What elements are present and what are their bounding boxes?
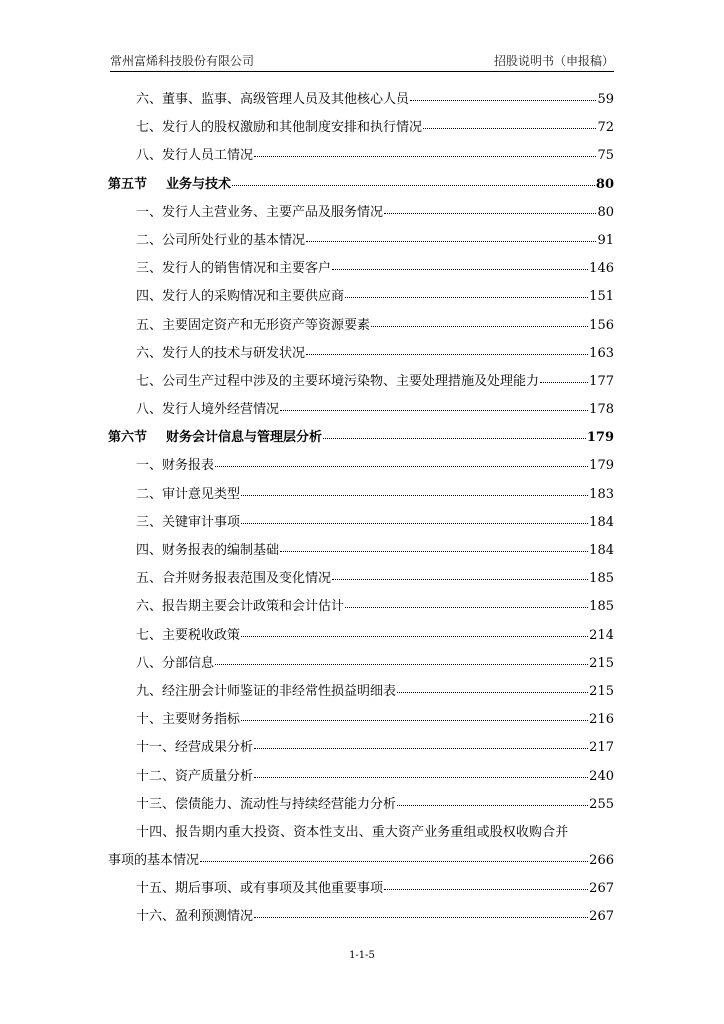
toc-entry-label: 四、发行人的采购情况和主要供应商 [136, 289, 345, 305]
toc-entry-label: 三、关键审计事项 [136, 514, 241, 530]
toc-entry-row [108, 452, 614, 480]
toc-entry-label-continued: 事项的基本情况 [108, 853, 200, 869]
toc-page-number: 240 [589, 768, 614, 784]
dot-leader [384, 881, 588, 890]
dot-leader [345, 289, 588, 298]
toc-entry-label: 十二、资产质量分析 [136, 768, 254, 784]
dot-leader [241, 515, 588, 524]
toc-entry-label: 一、发行人主营业务、主要产品及服务情况 [136, 204, 384, 220]
toc-entry-label: 七、主要税收政策 [136, 627, 241, 643]
dot-leader [254, 740, 588, 749]
toc-page-number: 185 [589, 571, 614, 587]
dot-leader [423, 120, 596, 129]
toc-entry-row [108, 114, 614, 142]
dot-leader [371, 318, 588, 327]
toc-entry-label: 五、合并财务报表范围及变化情况 [136, 571, 332, 587]
toc-entry-label: 四、财务报表的编制基础 [136, 543, 280, 558]
toc-entry-row [108, 903, 614, 931]
toc-page-number: 255 [589, 796, 614, 812]
toc-entry-row [108, 622, 614, 650]
dot-leader [200, 853, 588, 862]
dot-leader [332, 261, 588, 270]
toc-page-number: 185 [589, 599, 614, 615]
dot-leader [323, 430, 586, 439]
toc-page-number: 75 [597, 148, 614, 164]
toc-entry-row [108, 819, 614, 847]
toc-page-number: 178 [589, 402, 614, 418]
toc-entry-row [108, 396, 614, 424]
dot-leader [241, 487, 588, 496]
toc-entry-row [108, 875, 614, 903]
toc-section-label [108, 424, 322, 452]
toc-entry-row [108, 537, 614, 565]
toc-entry-label: 六、董事、监事、高级管理人员及其他核心人员 [136, 92, 410, 107]
toc-entry-row [108, 593, 614, 621]
toc-section-title: 业务与技术 [166, 176, 232, 192]
toc-page-number: 266 [589, 853, 614, 869]
dot-leader [397, 797, 588, 806]
toc-section-label [108, 171, 231, 199]
toc-entry-label: 二、公司所处行业的基本情况 [136, 232, 306, 248]
toc-entry-row [108, 340, 614, 368]
toc-section-row [108, 171, 614, 199]
dot-leader [215, 458, 588, 467]
dot-leader [254, 909, 588, 918]
dot-leader [215, 656, 588, 665]
toc-page-number: 177 [589, 373, 614, 389]
toc-section-number: 第五节 [108, 176, 148, 192]
toc-entry-row [108, 650, 614, 678]
dot-leader [280, 402, 588, 411]
dot-leader [280, 543, 588, 552]
toc-entry-label: 三、发行人的销售情况和主要客户 [136, 261, 332, 277]
dot-leader [345, 599, 588, 608]
dot-leader [254, 148, 596, 157]
table-of-contents [108, 86, 614, 932]
toc-entry-label: 七、公司生产过程中涉及的主要环境污染物、主要处理措施及处理能力 [136, 373, 540, 389]
toc-entry-row [108, 481, 614, 509]
toc-page-number: 156 [589, 317, 614, 333]
toc-entry-row [108, 706, 614, 734]
toc-page-number: 217 [589, 740, 614, 756]
dot-leader [232, 177, 595, 186]
dot-leader [306, 233, 596, 242]
toc-entry-label: 十四、报告期内重大投资、资本性支出、重大资产业务重组或股权收购合并 [136, 824, 569, 840]
toc-entry-row [108, 283, 614, 311]
toc-entry-row [108, 763, 614, 791]
toc-page-number: 72 [597, 120, 614, 136]
header-doc-title: 招股说明书（申报稿） [493, 54, 614, 68]
toc-entry-label: 二、审计意见类型 [136, 486, 241, 502]
dot-leader [397, 684, 588, 693]
toc-section-number: 第六节 [108, 430, 148, 446]
toc-entry-label: 九、经注册会计师鉴证的非经常性损益明细表 [136, 683, 397, 699]
toc-section-title: 财务会计信息与管理层分析 [166, 430, 323, 446]
toc-entry-label: 八、发行人员工情况 [136, 148, 254, 164]
toc-page-number: 151 [589, 289, 614, 305]
dot-leader [306, 346, 588, 355]
dot-leader [241, 628, 588, 637]
toc-entry-label: 八、发行人境外经营情况 [136, 402, 280, 418]
header-divider [110, 71, 614, 72]
toc-entry-label: 十一、经营成果分析 [136, 740, 254, 756]
toc-page-number: 215 [589, 655, 614, 671]
toc-entry-row [108, 312, 614, 340]
toc-page-number: 59 [597, 92, 614, 107]
toc-entry-row [108, 86, 614, 114]
toc-entry-label: 十五、期后事项、或有事项及其他重要事项 [136, 881, 384, 897]
dot-leader [384, 205, 596, 214]
page-header [110, 50, 614, 70]
toc-entry-row [108, 565, 614, 593]
toc-page-number: 216 [589, 712, 614, 728]
toc-page-number: 183 [589, 486, 614, 502]
toc-entry-label: 十三、偿债能力、流动性与持续经营能力分析 [136, 796, 397, 812]
toc-entry-row [108, 227, 614, 255]
footer-page-number: 1-1-5 [349, 950, 375, 961]
toc-page-number: 179 [586, 430, 614, 446]
dot-leader [410, 92, 596, 101]
toc-entry-row [108, 255, 614, 283]
toc-entry-row [108, 368, 614, 396]
dot-leader [254, 769, 588, 778]
toc-entry-row [108, 678, 614, 706]
toc-entry-row [108, 509, 614, 537]
dot-leader [241, 712, 588, 721]
toc-page-number: 146 [589, 261, 614, 277]
toc-page-number: 80 [597, 204, 614, 220]
toc-entry-label: 六、报告期主要会计政策和会计估计 [136, 599, 345, 615]
toc-entry-row [108, 142, 614, 170]
toc-entry-label: 八、分部信息 [136, 655, 215, 671]
toc-entry-label: 十六、盈利预测情况 [136, 909, 254, 925]
toc-entry-label: 六、发行人的技术与研发状况 [136, 345, 306, 361]
toc-page-number: 214 [589, 627, 614, 643]
toc-entry-row [108, 199, 614, 227]
toc-entry-row [108, 791, 614, 819]
toc-page-number: 215 [589, 683, 614, 699]
toc-entry-continuation-row [108, 847, 614, 875]
page-footer [0, 950, 724, 961]
toc-entry-label: 十、主要财务指标 [136, 712, 241, 728]
toc-page-number: 179 [589, 458, 614, 474]
toc-page-number: 267 [589, 881, 614, 897]
toc-page-number: 184 [589, 543, 614, 558]
dot-leader [332, 571, 588, 580]
toc-page-number: 184 [589, 514, 614, 530]
toc-page-number: 267 [589, 909, 614, 925]
toc-page-number: 91 [597, 232, 614, 248]
toc-section-row [108, 424, 614, 452]
toc-entry-label: 七、发行人的股权激励和其他制度安排和执行情况 [136, 120, 423, 136]
toc-entry-label: 五、主要固定资产和无形资产等资源要素 [136, 317, 371, 333]
header-company: 常州富烯科技股份有限公司 [110, 54, 255, 68]
dot-leader [540, 374, 588, 383]
toc-entry-row [108, 734, 614, 762]
toc-entry-label: 一、财务报表 [136, 458, 215, 474]
toc-page-number: 163 [589, 345, 614, 361]
toc-page-number: 80 [595, 176, 614, 192]
